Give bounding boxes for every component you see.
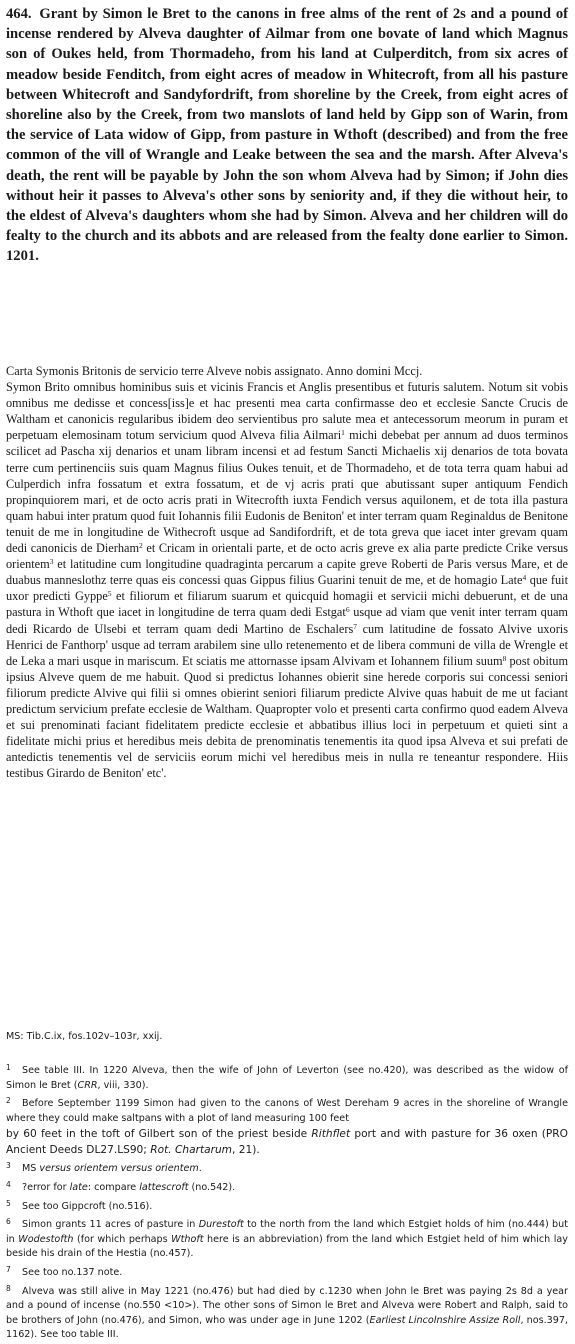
charter-text-segment: usque ad viam que venit inter terram quam dedi Ricardo de Ulsebi et terram quam dedi Martino de Eschalers	[6, 605, 568, 636]
footnote-text: Simon grants 11 acres of pasture in	[22, 1219, 199, 1231]
footnote-text: (for which perhaps	[73, 1233, 172, 1245]
footnote-number: 1	[6, 1063, 11, 1072]
footnote-7	[6, 1263, 568, 1281]
place-name: Wthoft	[171, 1233, 204, 1245]
charter-text-segment: et latitudine cum longitudine quadraginta percarum a capite greve Roberti de Paris versus Mare, et de duabus manneslothz terre quas eis concessi quas Gippus filius Guarini tenuit de me, et de homagio Late	[6, 557, 568, 588]
footnote-marker[interactable]: 3	[49, 557, 54, 567]
footnote-marker[interactable]: 4	[522, 573, 527, 583]
footnote-8	[6, 1282, 568, 1343]
footnote-text: .	[198, 1163, 202, 1175]
footnote-marker[interactable]: 5	[107, 589, 112, 599]
footnote-marker[interactable]: 6	[345, 605, 350, 615]
footnote-text: , viii, 330).	[97, 1079, 149, 1091]
charter-text-segment: michi debebat per annum ad duos terminos scilicet ad Pascha xij denarios et unam libram incensi et ad festum Sancti Michaelis xij denarios de tota bovata terre cum pertinenciis suis quam Magnus filius Oukes tenuit, et de Thormadeho, et de tota terra quam habui ad Culperdich infra fossatum et extra fossatum, et de vj acris prati que abutissant super antiquum Fendich propinquiorem mari, et de octo acris prati in Witecrofth iuxta Fendich versus aquilonem, et de tota illa pastura quam habui inter pratum quod fuit Iohannis filii Eudonis de Beniton' et inter terram quam Reginaldus de Benitone tenuit de me in longitudine de Withecroft usque ad Sandifordrift, et de tota greva que iacet inter grevam quam dedi canonicis de Dierham	[6, 428, 568, 556]
footnote-text: ?error for	[22, 1181, 70, 1193]
charter-text-segment: cum latitudine de fossato Alvive uxoris Henrici de Fanthorp' usque ad terram arabilem sine ullo retenemento et de libera communi de villa de Wrengle et de Leka a mari usque in mariscum. Et sciatis me attornasse ipsam Alvivam et Iohannem filium suum	[6, 621, 568, 668]
footnote-text: MS	[22, 1163, 40, 1175]
footnote-number: 5	[6, 1198, 11, 1208]
footnote-6	[6, 1215, 568, 1262]
footnote-text: See too no.137 note.	[22, 1266, 123, 1278]
footnote-marker[interactable]: 8	[502, 653, 507, 663]
footnote-text: (no.542).	[188, 1181, 236, 1193]
footnote-marker[interactable]: 2	[139, 541, 143, 551]
quoted-text: late	[69, 1181, 88, 1193]
charter-rubric: Carta Symonis Britonis de servicio terre Alveve nobis assignato. Anno domini Mccj.	[6, 364, 423, 378]
quoted-text: lattescroft	[139, 1181, 189, 1193]
footnote-text: See table III. In 1220 Alveva, then the wife of John of Leverton (see no.420), was described as the widow of Simon le Bret (	[6, 1065, 568, 1091]
footnote-number: 3	[6, 1161, 11, 1171]
citation-title: Earliest Lincolnshire Assize Roll	[369, 1314, 521, 1326]
charter-text-segment: que fuit uxor predicti Gyppe	[6, 573, 569, 604]
footnote-text: here is an abbreviation) from the land which Estgiet held of him which lay beside his drain of the Hestia (no.457).	[6, 1233, 568, 1260]
footnote-text: port and with pasture for 36 oxen (PRO Ancient Deeds DL27.LS90;	[6, 1128, 568, 1156]
footnote-number: 8	[6, 1283, 11, 1293]
footnote-number: 6	[6, 1217, 11, 1227]
charter-text-segment: et Cricam in orientali parte, et de octo acris greve ex alia parte predicte Crike versus orientem	[6, 541, 568, 572]
footnote-marker[interactable]: 1	[341, 428, 345, 438]
entry-heading	[6, 4, 568, 267]
footnote-3	[6, 1159, 568, 1177]
footnote-2	[6, 1094, 568, 1126]
quoted-text: versus orientem versus orientem	[39, 1163, 199, 1175]
place-name: Wodestofth	[18, 1233, 74, 1245]
charter-body	[6, 379, 568, 781]
footnote-number: 4	[6, 1179, 11, 1189]
footnote-text: , nos.397, 1162). See too table III.	[6, 1314, 568, 1341]
place-name: Rithflet	[311, 1128, 351, 1141]
footnote-text: to the north from the land which Estgiet holds of him (no.444) but in	[6, 1219, 568, 1245]
footnote-2-continued	[6, 1127, 568, 1158]
footnotes	[6, 1061, 568, 1344]
manuscript-reference: MS: Tib.C.ix, fos.102v–103r, xxij.	[6, 1031, 163, 1042]
footnote-text: Alveva was still alive in May 1221 (no.476) but had died by c.1230 when John le Bret was paying 2s 8d a year and a pound of incense (no.550 <10>). The other sons of Simon le Bret and Alveva were Robert and Ralph, said to be brothers of John (no.476), and Simon, who was under age in June 1202 (	[6, 1285, 568, 1326]
entry-number: 464.	[6, 6, 32, 22]
footnote-number: 7	[6, 1264, 11, 1274]
charter-text-segment: et filiorum et filiarum suarum et quicquid homagii et servicii michi debuerunt, et de una pastura in Wthoft que iacet in longitudine de terra quam dedi Estgat	[6, 589, 568, 620]
footnote-text: , 21).	[231, 1143, 260, 1156]
footnote-marker[interactable]: 7	[353, 621, 358, 631]
latin-charter-text	[6, 363, 568, 781]
footnote-4	[6, 1178, 568, 1196]
footnote-text: by 60 feet in the toft of Gilbert son of the priest beside	[6, 1128, 312, 1141]
footnote-1	[6, 1061, 568, 1093]
footnote-text: : compare	[87, 1181, 140, 1193]
footnote-text: See too Gippcroft (no.516).	[22, 1200, 153, 1212]
charter-text-segment: Symon Brito omnibus hominibus suis et vicinis Francis et Anglis presentibus et futuris salutem. Notum sit vobis omnibus me dedisse et concess[iss]e et hac presenti mea carta confirmasse deo et ecclesie Sancte Crucis de Waltham et canonicis regularibus ibidem deo servientibus pro salute mea et antecessorum meorum in puram et perpetuam elemosinam totum servicium quod Alveva filia Ailmari	[6, 380, 568, 443]
footnote-text: Before September 1199 Simon had given to the canons of West Dereham 9 acres in the shoreline of Wrangle where they could make saltpans with a plot of land measuring 100 feet	[6, 1098, 568, 1124]
citation-title: Rot. Chartarum	[150, 1143, 232, 1156]
place-name: Durestoft	[198, 1219, 244, 1231]
footnote-5	[6, 1197, 568, 1215]
footnote-number: 2	[6, 1096, 11, 1106]
charter-text-segment: post obitum ipsius Alveve quem de me habuit. Quod si predictus Iohannes obierit sine herede corporis sui concessi seniori filiorum predicte Alvive qui filii si omnes obierint seniori filiarum predicte Alvive quas habuit de me ut faciant predictum servicium prefate ecclesie de Waltham. Quapropter volo et presenti carta confirmo quod eadem Alveva et sui prenominati faciant fidelitatem predicte ecclesie et abbatibus illius loci in perpetuum et quieti sint a fidelitate michi prius et heredibus meis debita de prenominatis tenementis ita quod ipsa Alveva et sui prefati de antedictis tenementis vel de serviciis eorum michi vel heredibus meis in nulla re teneantur respondere. Hiis testibus Girardo de Beniton' etc'.	[6, 653, 569, 781]
entry-summary: Grant by Simon le Bret to the canons in free alms of the rent of 2s and a pound of incense rendered by Alveva daughter of Ailmar from one bovate of land which Magnus son of Oukes held, from Thormadeho, from his land at Culperditch, from six acres of meadow beside Fenditch, from eight acres of meadow in Whitecroft, from all his pasture between Whitecroft and Sandyfordrift, from shoreline by the Creek, from eight acres of shoreline also by the Creek, from two manslots of land held by Gipp son of Warin, from the service of Lata widow of Gipp, from pasture in Wthoft (described) and from the free common of the vill of Wrangle and Leake between the sea and the marsh. After Alveva's death, the rent will be payable by John the son whom Alveva had by Simon; if John dies without heir it passes to Alveva's other sons by seniority and, if they die without heir, to the eldest of Alveva's daughters whom she had by Simon. Alveva and her children will do fealty to the church and its abbots and are released from the fealty done earlier to Simon. 1201.	[6, 6, 569, 265]
citation-title: CRR	[77, 1079, 98, 1091]
